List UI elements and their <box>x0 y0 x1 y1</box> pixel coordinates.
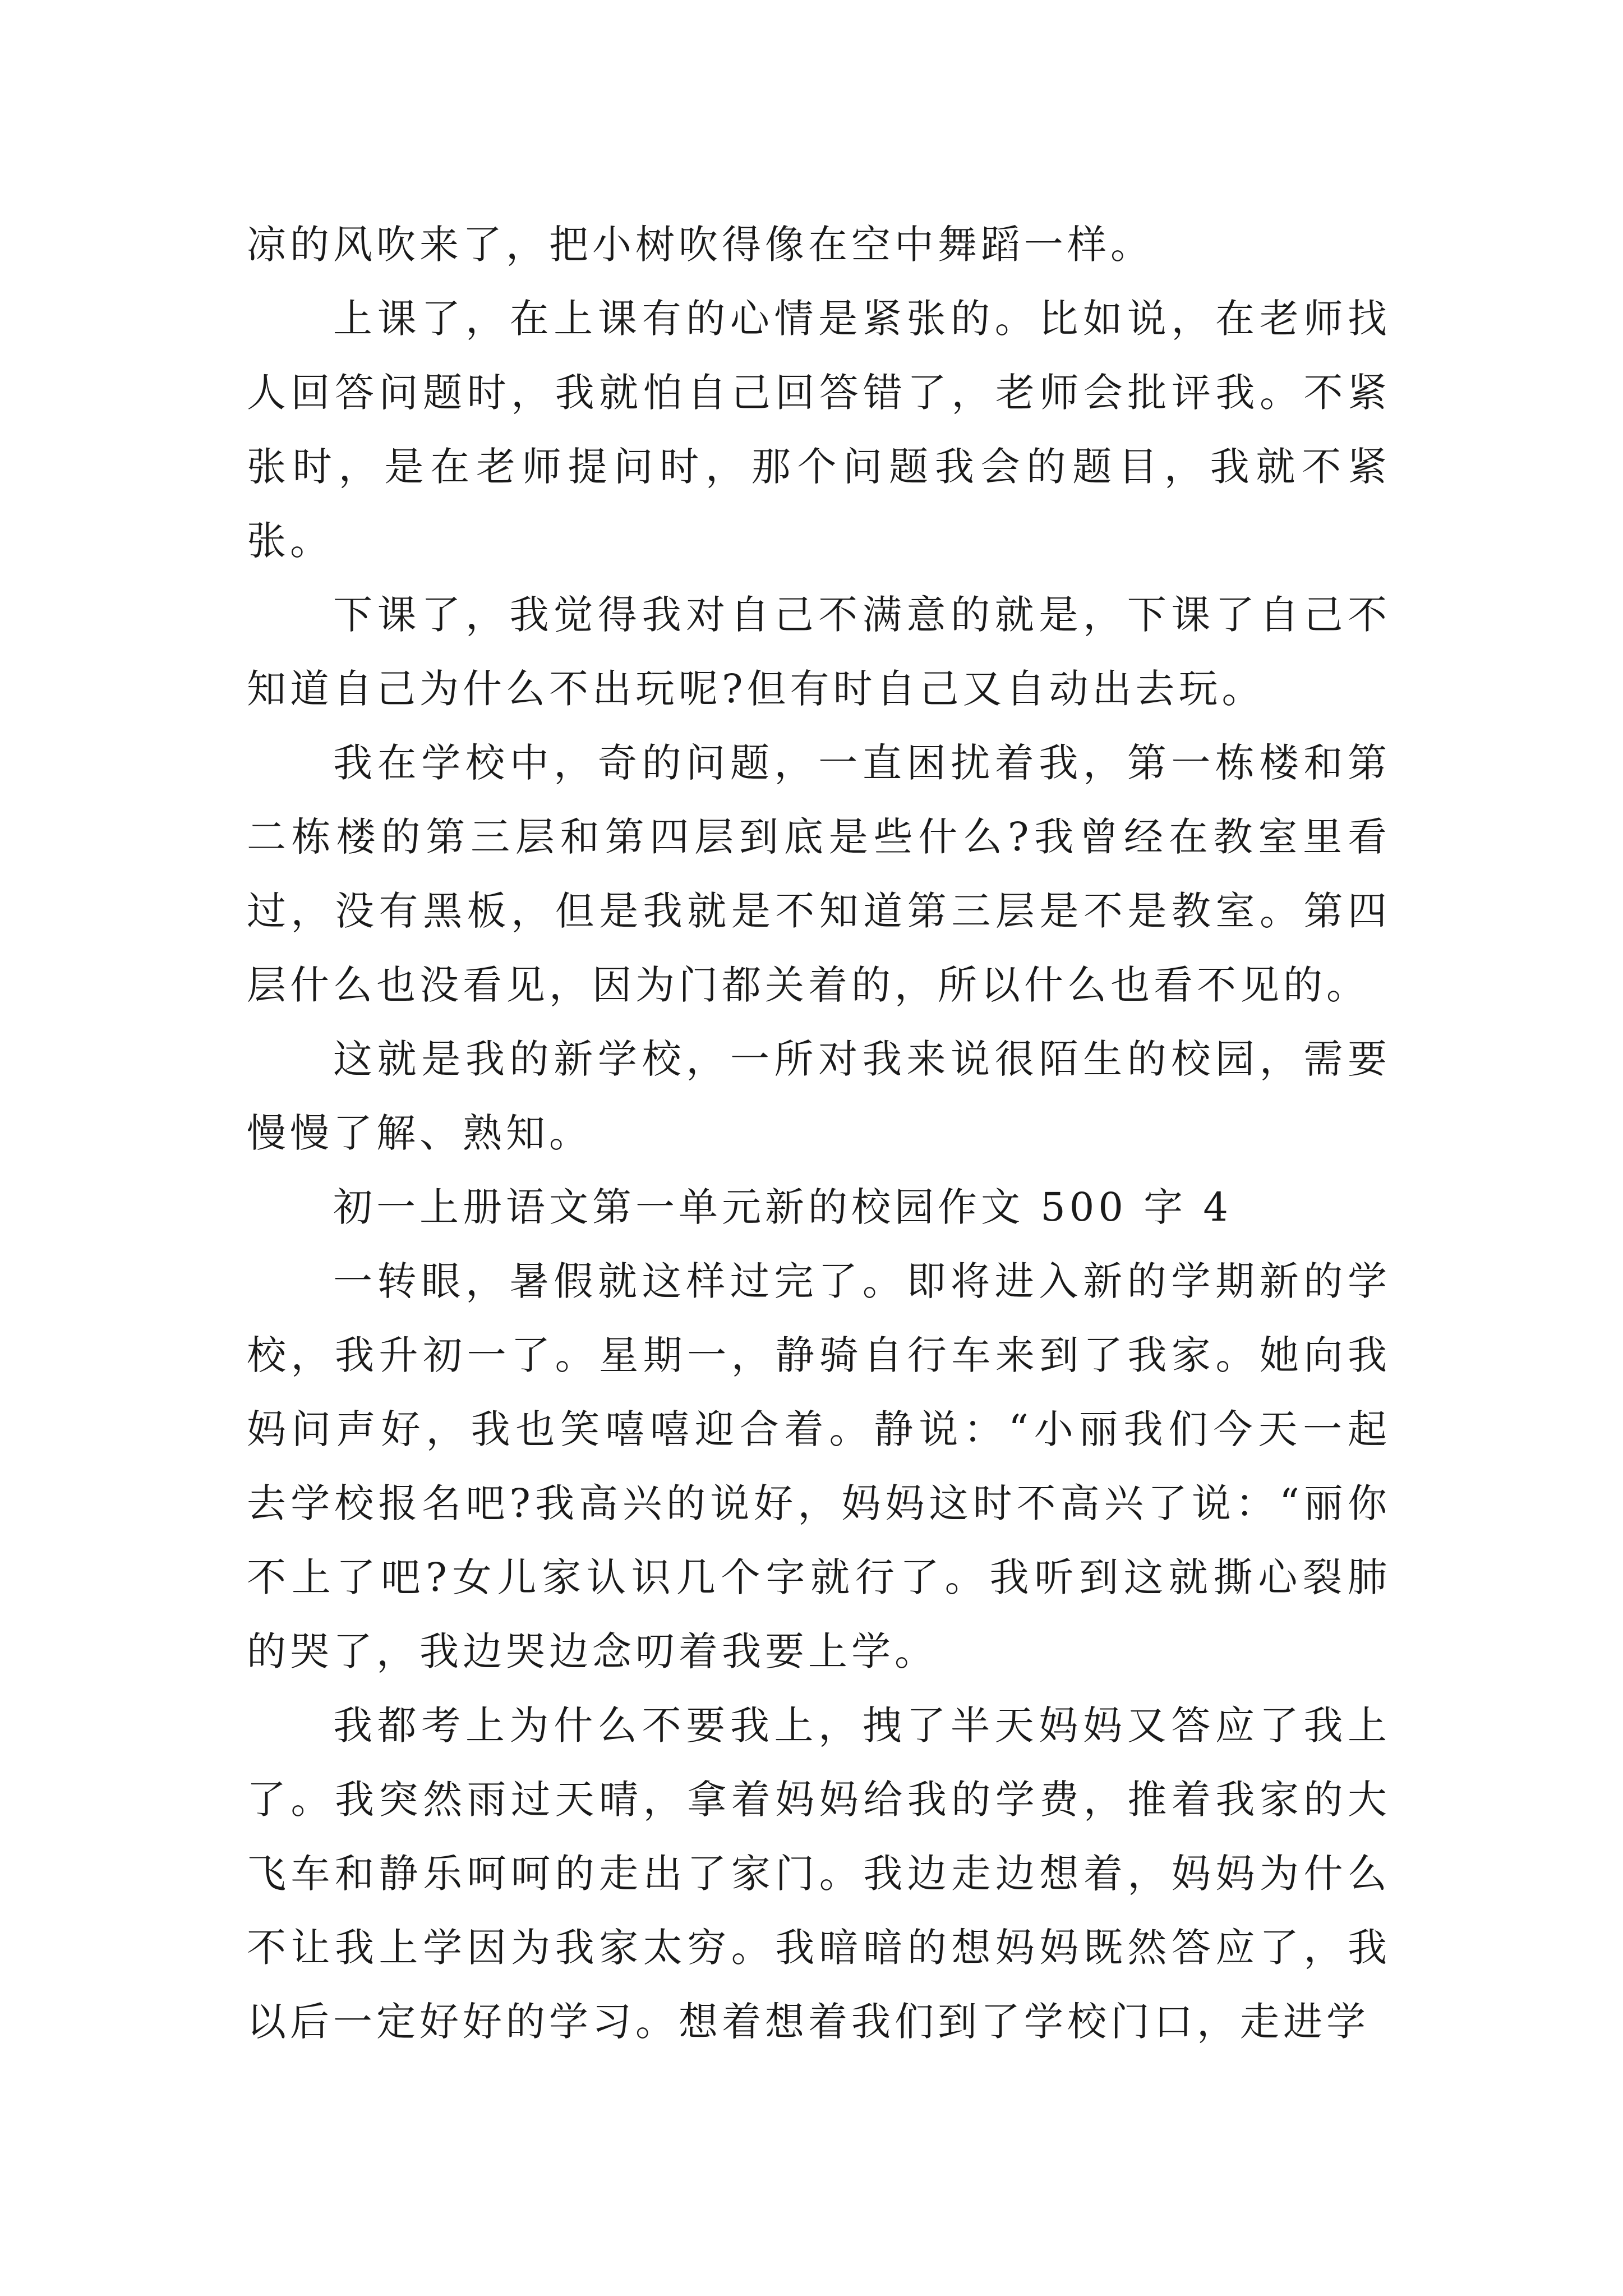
paragraph-class-time: 上课了，在上课有的心情是紧张的。比如说，在老师找人回答问题时，我就怕自己回答错了，老师会批评我。不紧张时，是在老师提问时，那个问题我会的题目，我就不紧张。 <box>247 296 1391 564</box>
body-text <box>247 208 1391 2059</box>
paragraph-going-to-school: 我都考上为什么不要我上，拽了半天妈妈又答应了我上了。我突然雨过天晴，拿着妈妈给我的学费，推着我家的大飞车和静乐呵呵的走出了家门。我边走边想着，妈妈为什么不让我上学因为我家太穷。我暗暗的想妈妈既然答应了，我以后一定好好的学习。想着想着我们到了学校门口，走进学 <box>247 1703 1391 2045</box>
paragraph-continued: 凉的风吹来了，把小树吹得像在空中舞蹈一样。 <box>247 222 1154 268</box>
essay-heading: 初一上册语文第一单元新的校园作文 500 字 4 <box>333 1184 1232 1230</box>
paragraph-summer-end: 一转眼，暑假就这样过完了。即将进入新的学期新的学校，我升初一了。星期一，静骑自行车来到了我家。她向我妈问声好，我也笑嘻嘻迎合着。静说：“小丽我们今天一起去学校报名吧?我高兴的说好，妈妈这时不高兴了说：“丽你不上了吧?女儿家认识几个字就行了。我听到这就撕心裂肺的哭了，我边哭边念叨着我要上学。 <box>247 1258 1391 1674</box>
paragraph-new-school: 这就是我的新学校，一所对我来说很陌生的校园，需要慢慢了解、熟知。 <box>247 1036 1391 1156</box>
paragraph-building-question: 我在学校中，奇的问题，一直困扰着我，第一栋楼和第二栋楼的第三层和第四层到底是些什么?我曾经在教室里看过，没有黑板，但是我就是不知道第三层是不是教室。第四层什么也没看见，因为门都关着的，所以什么也看不见的。 <box>247 740 1391 1008</box>
paragraph-break-time: 下课了，我觉得我对自己不满意的就是，下课了自己不知道自己为什么不出玩呢?但有时自己又自动出去玩。 <box>247 592 1391 712</box>
